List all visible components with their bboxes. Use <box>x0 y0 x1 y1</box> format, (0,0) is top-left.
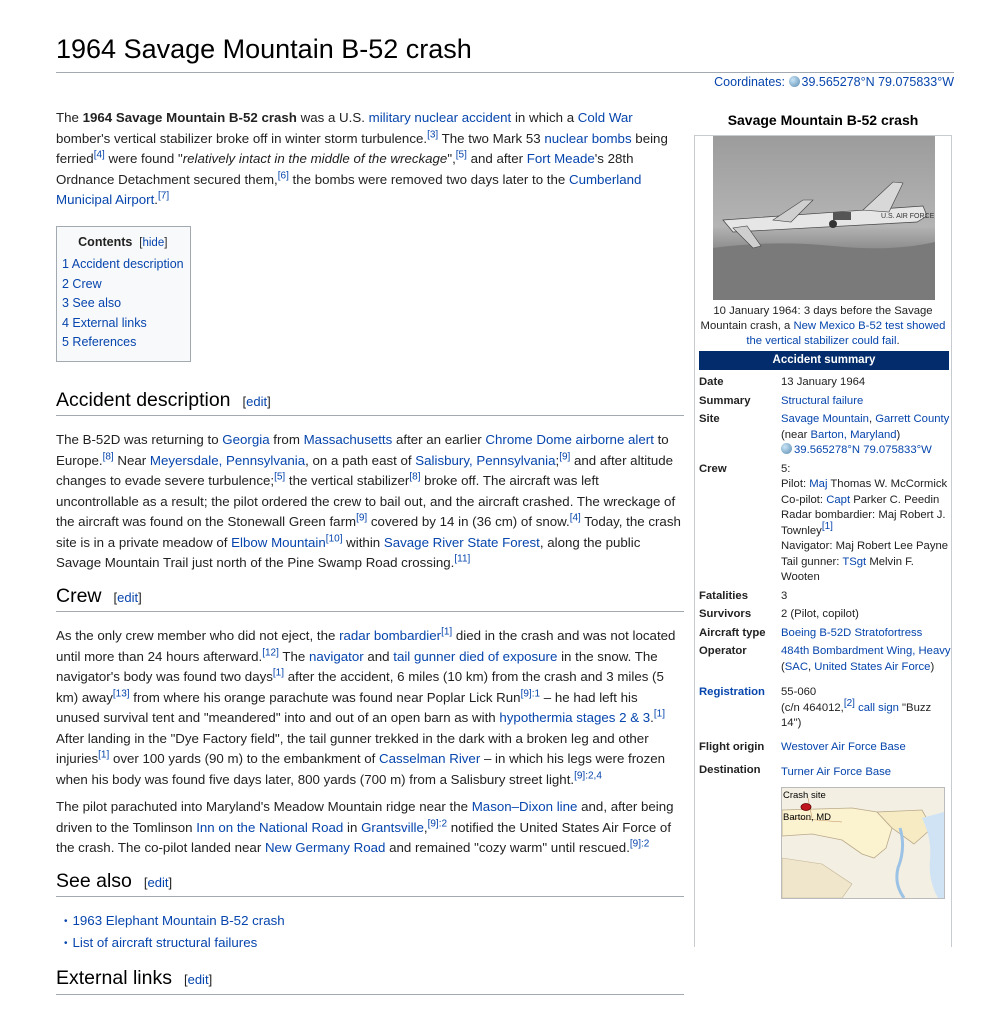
citation[interactable]: [1] <box>441 626 453 638</box>
text: from <box>269 432 304 447</box>
text: in <box>343 819 362 835</box>
text: Pilot: <box>781 478 810 490</box>
accident-paragraph <box>56 430 684 574</box>
text: being ferried <box>56 130 668 166</box>
citation[interactable]: [9]:2 <box>629 838 650 850</box>
text: 10 January 1964: 3 days before the Savage Mountain crash, a <box>700 304 933 332</box>
edit-link[interactable]: edit <box>147 874 169 890</box>
origin-label: Flight origin <box>699 740 765 753</box>
row-survivors <box>695 606 951 625</box>
text: ", <box>447 151 456 166</box>
text: in which a <box>511 110 578 125</box>
toc-hide-link[interactable]: hide <box>142 236 165 249</box>
photo-caption <box>697 304 949 349</box>
infobox-frame <box>694 135 952 947</box>
link-cumberland-airport[interactable]: Cumberland Municipal Airport <box>56 171 642 207</box>
row-site <box>695 411 951 461</box>
text: covered by 14 in (36 cm) of snow. <box>367 514 570 529</box>
link-georgia[interactable]: Georgia <box>222 432 270 447</box>
heading-text: Crew <box>56 584 102 607</box>
text: Radar bombardier: Maj Robert J. Townley <box>781 509 946 537</box>
crew-label: Crew <box>699 462 727 475</box>
link-cold-war[interactable]: Cold War <box>577 110 633 125</box>
link-westover-afb[interactable]: Westover Air Force Base <box>781 740 906 753</box>
svg-text:U.S. AIR FORCE: U.S. AIR FORCE <box>881 212 935 220</box>
crew-paragraph <box>56 626 684 790</box>
text: in the snow. The navigator's body was found two days <box>56 648 658 684</box>
citation[interactable]: [9]:2,4 <box>574 770 602 782</box>
link-garrett-county[interactable]: Garrett County <box>875 413 950 425</box>
article-body <box>56 108 684 1009</box>
section-heading-crew: Crew [edit] <box>56 586 684 613</box>
row-date <box>695 374 951 393</box>
heading-text: External links <box>56 967 172 989</box>
citation[interactable]: [12] <box>262 647 279 659</box>
edit-link[interactable]: edit <box>117 589 139 605</box>
text: 's 28th Ordnance Detachment secured them, <box>56 151 634 187</box>
section-heading-external-links: External links [edit] <box>56 968 684 995</box>
registration-value <box>777 677 951 734</box>
list-item <box>64 933 684 955</box>
edit-link[interactable]: edit <box>246 393 268 409</box>
text: Melvin F. Wooten <box>781 555 914 583</box>
citation[interactable]: [1] <box>821 520 833 532</box>
link-fort-meade[interactable]: Fort Meade <box>526 151 595 166</box>
toc-item-external-links[interactable]: 4 External links <box>62 315 147 330</box>
link-hypothermia[interactable]: hypothermia stages 2 & 3 <box>499 710 651 725</box>
destination-label: Destination <box>699 764 761 776</box>
text: , <box>808 660 815 673</box>
link-casselman-river[interactable]: Casselman River <box>379 751 481 766</box>
globe-icon[interactable] <box>781 443 792 454</box>
link-structural-failures[interactable]: List of aircraft structural failures <box>72 934 258 950</box>
citation[interactable]: [7] <box>158 190 170 202</box>
survivors-label: Survivors <box>699 608 752 620</box>
section-heading-see-also: See also [edit] <box>56 871 684 898</box>
text: , on a path east of <box>305 452 416 468</box>
citation[interactable]: [9]:1 <box>520 688 541 700</box>
text: the vertical stabilizer <box>285 473 410 488</box>
citation[interactable]: [2] <box>843 697 855 709</box>
link-b52d[interactable]: Boeing B-52D Stratofortress <box>781 626 923 639</box>
link-massachusetts[interactable]: Massachusetts <box>303 432 393 447</box>
text: . <box>896 334 900 347</box>
row-crew <box>695 461 951 588</box>
link-savage-mountain[interactable]: Savage Mountain <box>781 413 869 425</box>
text: notified the United States Air Force of the crash. The co-pilot landed near <box>56 819 672 855</box>
text: and remained "cozy warm" until rescued. <box>385 840 630 855</box>
link-sac[interactable]: SAC <box>784 660 808 673</box>
section-heading-accident: Accident description [edit] <box>56 390 684 417</box>
text: and after <box>466 151 527 166</box>
text: (near <box>781 428 811 441</box>
text: ) <box>930 660 935 673</box>
toc-title: Contents <box>78 234 133 249</box>
registration-label-cell <box>695 677 777 734</box>
row-flight-origin <box>695 734 951 758</box>
text: over 100 yards (90 m) to the embankment of <box>109 751 380 766</box>
row-destination <box>695 757 951 783</box>
link-new-germany-road[interactable]: New Germany Road <box>264 840 386 855</box>
link-savage-river-forest[interactable]: Savage River State Forest <box>383 534 540 550</box>
title-divider <box>56 72 954 73</box>
text: As the only crew member who did not eject, the <box>56 628 340 643</box>
fatalities-label: Fatalities <box>699 589 748 602</box>
list-item <box>64 911 684 933</box>
article-subject: 1964 Savage Mountain B-52 crash <box>82 110 297 125</box>
citation[interactable]: [9]:2 <box>427 818 448 830</box>
link-capt[interactable]: Capt <box>826 493 851 506</box>
text: Today, the crash site is in a private meadow of <box>56 514 681 550</box>
operator-value <box>777 643 951 677</box>
table-of-contents <box>56 226 191 362</box>
citation[interactable]: [5] <box>274 471 286 483</box>
text: – in which his legs were frozen when his body was found five days later, 800 yards (700 m) from a Salisbury street light. <box>56 751 666 787</box>
text: within <box>342 534 384 550</box>
heading-text: Accident description <box>56 388 231 411</box>
text: died in the crash and was not located until more than 24 hours afterward. <box>56 628 676 664</box>
link-salisbury[interactable]: Salisbury, Pennsylvania <box>415 452 556 468</box>
link-grantsville[interactable]: Grantsville <box>361 819 424 835</box>
site-value <box>777 411 951 461</box>
link-484th-wing[interactable]: 484th Bombardment Wing, Heavy <box>781 645 951 657</box>
map-label-barton: Barton, MD <box>783 811 832 823</box>
citation[interactable]: [9] <box>559 451 571 463</box>
citation[interactable]: [1] <box>653 708 665 720</box>
see-also-list <box>56 911 684 954</box>
text: – he had left his unused survival tent and "meandered" into and out of an open barn as with <box>56 689 638 725</box>
citation[interactable]: [1] <box>272 667 285 679</box>
text: from where his orange parachute was found near Poplar Lick Run <box>129 689 521 705</box>
accident-summary-header: Accident summary <box>699 351 949 371</box>
link-nuclear-bombs[interactable]: nuclear bombs <box>544 130 632 146</box>
link-chrome-dome[interactable]: Chrome Dome airborne alert <box>485 432 654 447</box>
text: , <box>868 413 876 425</box>
globe-icon[interactable] <box>789 76 800 87</box>
citation[interactable]: [8] <box>102 451 114 463</box>
fatalities-value: 3 <box>781 589 788 602</box>
link-turner-afb[interactable]: Turner Air Force Base <box>781 766 892 778</box>
text: and <box>363 648 394 664</box>
text: The two Mark 53 <box>438 130 545 146</box>
link-usaf[interactable]: United States Air Force <box>814 660 931 673</box>
site-label: Site <box>699 413 720 425</box>
link-navigator[interactable]: navigator <box>308 648 364 664</box>
citation[interactable]: [11] <box>454 553 471 565</box>
text: . <box>650 710 654 725</box>
operator-label: Operator <box>699 645 747 657</box>
text: to Europe. <box>56 432 669 468</box>
text: . <box>154 192 158 207</box>
toc-item-references[interactable]: 5 References <box>62 335 137 349</box>
citation[interactable]: [8] <box>409 471 421 483</box>
text: The B-52D was returning to <box>56 432 223 447</box>
link-radar-bombardier[interactable]: radar bombardier <box>339 628 442 643</box>
heading-text: See also <box>56 869 132 892</box>
coordinates-link[interactable]: 39.565278°N 79.075833°W <box>801 75 954 89</box>
citation[interactable]: [3] <box>427 129 439 141</box>
text: the bombs were removed two days later to the <box>288 171 569 187</box>
date-label: Date <box>699 376 724 388</box>
crew-paragraph-2 <box>56 797 684 859</box>
toc-item-crew[interactable]: 2 Crew <box>62 276 102 291</box>
aircraft-photo-graphic <box>713 136 935 300</box>
aircraft-type-label: Aircraft type <box>699 626 766 639</box>
link-elephant-mountain-crash[interactable]: 1963 Elephant Mountain B-52 crash <box>72 913 285 928</box>
text: after an earlier <box>392 432 486 447</box>
text: "Buzz 14") <box>781 701 932 729</box>
citation[interactable]: [4] <box>569 512 581 524</box>
crew-value <box>777 461 951 588</box>
row-aircraft-type <box>695 625 951 644</box>
quote: relatively intact in the middle of the wreckage <box>182 151 448 166</box>
text: 55-060 <box>781 686 817 698</box>
summary-label: Summary <box>699 394 751 407</box>
summary-link[interactable]: Structural failure <box>781 394 864 407</box>
citation[interactable]: [5] <box>455 149 467 161</box>
intro-paragraph <box>56 108 684 211</box>
aircraft-photo[interactable] <box>713 136 935 300</box>
link-new-mexico-test[interactable]: New Mexico B-52 test showed the vertical stabilizer could fail <box>746 319 946 347</box>
map-label-crash-site: Crash site <box>783 789 826 801</box>
infobox <box>694 108 952 947</box>
citation[interactable]: [10] <box>325 533 343 545</box>
text: broke off. The aircraft was left uncontrollable as a result; the pilot ordered the crew to bail out, and the aircraft crashed. The wreckage of the aircraft was found on the Stonewall Green farm <box>56 473 676 529</box>
citation[interactable]: [6] <box>277 170 289 182</box>
text: were found " <box>104 151 183 166</box>
text: (c/n 464012, <box>781 701 844 714</box>
link-elbow-mountain[interactable]: Elbow Mountain <box>231 534 326 550</box>
crew-count: 5: <box>781 462 791 475</box>
coordinates <box>714 75 954 89</box>
citation[interactable]: [1] <box>98 749 110 761</box>
text: ) <box>896 428 901 441</box>
link-tail-gunner[interactable]: tail gunner <box>393 648 456 664</box>
link-national-road-inn[interactable]: Inn on the National Road <box>196 819 344 835</box>
link-maj[interactable]: Maj <box>809 478 828 490</box>
site-coordinates-link[interactable]: 39.565278°N 79.075833°W <box>794 444 932 456</box>
row-operator <box>695 643 951 677</box>
coordinates-label[interactable]: Coordinates: <box>714 75 786 89</box>
text: Thomas W. McCormick <box>827 478 948 490</box>
text: , <box>423 819 428 835</box>
link-barton-maryland[interactable]: Barton, Maryland <box>810 428 897 441</box>
toc-item-see-also[interactable]: 3 See also <box>62 296 122 310</box>
crash-site-map[interactable] <box>781 787 945 899</box>
link-mason-dixon[interactable]: Mason–Dixon line <box>471 799 578 814</box>
text: bomber's vertical stabilizer broke off in winter storm turbulence. <box>56 130 428 146</box>
text: ; <box>555 452 560 468</box>
link-military-nuclear-accident[interactable]: military nuclear accident <box>368 110 512 125</box>
edit-link[interactable]: edit <box>187 972 209 987</box>
infobox-title: Savage Mountain B-52 crash <box>727 112 919 128</box>
text: Near <box>113 452 150 468</box>
infobox-table <box>695 374 951 783</box>
text: , along the public Savage Mountain Trail just north of the Pine Swamp Road crossing. <box>56 534 641 570</box>
citation[interactable]: [4] <box>93 149 105 161</box>
text: After landing in the "Dye Factory field", the tail gunner trekked in the dark with a broken leg and other injuries <box>56 730 649 766</box>
row-fatalities <box>695 588 951 607</box>
link-call-sign[interactable]: call sign <box>858 701 899 714</box>
text: Navigator: Maj Robert Lee Payne <box>781 540 949 552</box>
row-registration <box>695 677 951 734</box>
text: The <box>56 110 83 125</box>
link-meyersdale[interactable]: Meyersdale, Pennsylvania <box>149 452 306 468</box>
citation[interactable]: [13] <box>112 688 130 700</box>
date-value: 13 January 1964 <box>781 376 866 388</box>
page-title: 1964 Savage Mountain B-52 crash <box>56 34 472 64</box>
text: Co-pilot: <box>781 493 827 506</box>
text: was a U.S. <box>296 110 369 125</box>
text: Parker C. Peedin <box>850 493 940 506</box>
toc-item-accident[interactable]: 1 Accident description <box>62 257 184 271</box>
survivors-value: 2 (Pilot, copilot) <box>781 608 859 620</box>
citation[interactable]: [9] <box>356 512 368 524</box>
link-tsgt[interactable]: TSgt <box>842 555 867 568</box>
text: and after altitude changes to evade severe turbulence; <box>56 452 674 488</box>
registration-link[interactable]: Registration <box>699 686 765 698</box>
text: ( <box>781 660 785 673</box>
link-died-of-exposure[interactable]: died of exposure <box>459 648 558 664</box>
row-summary <box>695 393 951 412</box>
text: and, after being driven to the Tomlinson <box>56 799 674 835</box>
text: The <box>278 648 309 664</box>
text: Tail gunner: <box>781 555 843 568</box>
text: The pilot parachuted into Maryland's Meadow Mountain ridge near the <box>56 799 472 814</box>
text: after the accident, 6 miles (10 km) from the crash and 3 miles (5 km) away <box>56 669 664 705</box>
toc-header: Contents [hide] <box>78 234 168 249</box>
